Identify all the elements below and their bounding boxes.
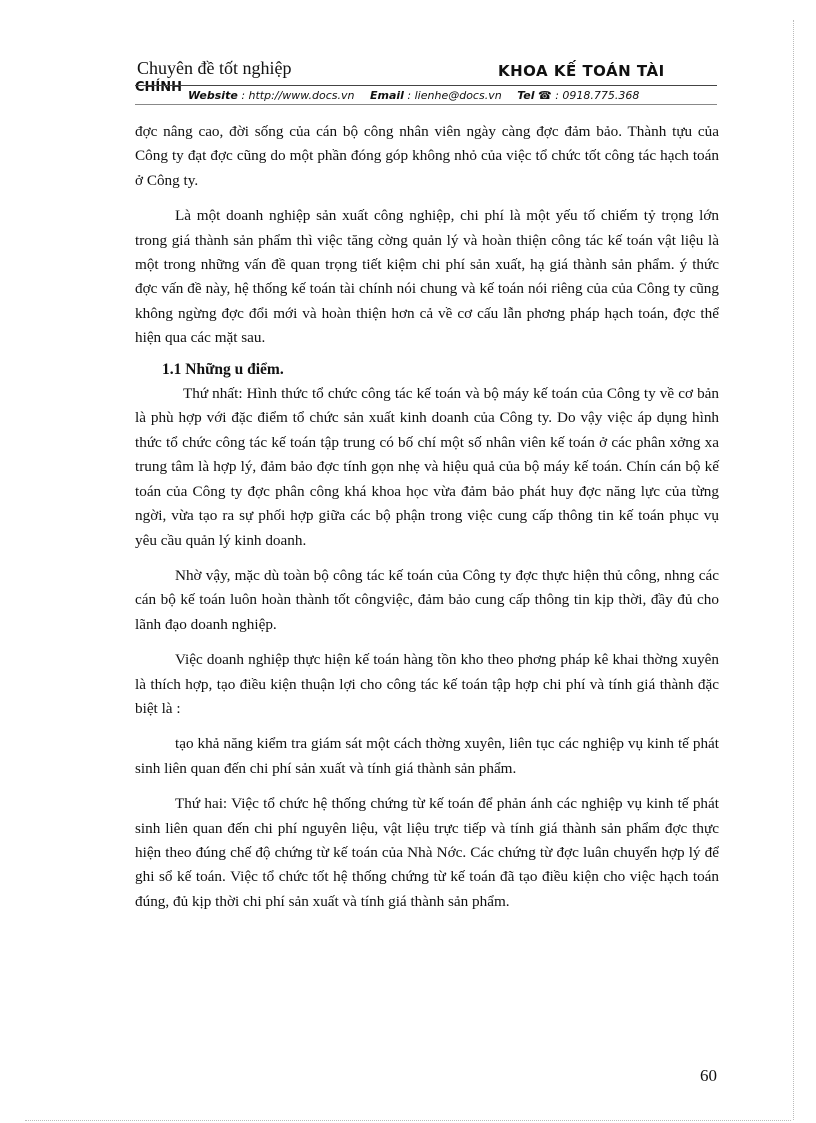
- paragraph: Việc doanh nghiệp thực hiện kế toán hàng tồn kho theo phơng pháp kê khai thờng xuyên là thích hợp, tạo điều kiện thuận lợi cho công tác kế toán tập hợp chi phí và tính giá thành đặc biệt là :: [135, 651, 719, 717]
- section-heading: 1.1 Những u điểm.: [162, 360, 284, 378]
- page-number: 60: [700, 1066, 717, 1085]
- website-label: Website: [188, 89, 238, 102]
- header-title-right-continued: CHÍNH: [135, 80, 183, 95]
- paragraph: Là một doanh nghiệp sản xuất công nghiệp, chi phí là một yếu tố chiếm tỷ trọng lớn trong giá thành sản phẩm thì việc tăng cờng quản lý và hoàn thiện công tác kế toán vật liệu là một trong những vấn đề quan trọng tiết kiệm chi phí sản xuất, hạ giá thành sản phẩm. ý thức đợc vấn đề này, hệ thống kế toán tài chính nói chung và kế toán nói riêng của của Công ty cũng không ngừng đợc đổi mới và hoàn thiện hơn cả về cơ cấu lẫn phơng pháp hạch toán, đợc thể hiện qua các mặt sau.: [135, 207, 719, 347]
- paragraph: Thứ hai: Việc tổ chức hệ thống chứng từ kế toán để phản ánh các nghiệp vụ kinh tế phát sinh liên quan đến chi phí nguyên liệu, vật liệu trực tiếp và tính giá thành sản phẩm đợc thực hiện theo đúng chế độ chứng từ kế toán của Nhà Nớc. Các chứng từ đợc luân chuyển hợp lý để ghi sổ kế toán. Việc tổ chức tốt hệ thống chứng từ kế toán đã tạo điều kiện cho việc hạch toán đúng, đủ kịp thời chi phí sản xuất và tính giá thành sản phẩm.: [135, 795, 719, 910]
- email-value: : lienhe@docs.vn: [407, 89, 502, 102]
- paragraph: tạo khả năng kiểm tra giám sát một cách thờng xuyên, liên tục các nghiệp vụ kinh tế phát sinh liên quan đến chi phí sản xuất và tính giá thành sản phẩm.: [135, 735, 719, 777]
- page-border-right: [793, 20, 794, 1120]
- paragraph: đợc nâng cao, đời sống của cán bộ công nhân viên ngày càng đợc đảm bảo. Thành tựu của Công ty đạt đợc cũng do một phần đóng góp không nhỏ của việc tổ chức tốt công tác hạch toán ở Công ty.: [135, 123, 719, 189]
- paragraph: Thứ nhất: Hình thức tổ chức công tác kế toán và bộ máy kế toán của Công ty về cơ bản là phù hợp với đặc điểm tổ chức sản xuất kinh doanh của Công ty. Do vậy việc áp dụng hình thức tổ chức công tác kế toán tập trung có bố chí một số nhân viên kế toán ở các phân xởng xa trung tâm là hợp lý, đảm bảo đợc tính gọn nhẹ và hiệu quả của bộ máy kế toán. Chín cán bộ kế toán của Công ty đợc phân công khá khoa học vừa đảm bảo phát huy đợc năng lực của từng ngời, vừa tạo ra sự phối hợp giữa các bộ phận trong việc cung cấp thông tin kế toán phục vụ yêu cầu quản lý kinh doanh.: [135, 385, 719, 549]
- header-title-right: KHOA KẾ TOÁN TÀI: [498, 62, 665, 80]
- document-body: [135, 120, 719, 914]
- email-label: Email: [369, 89, 404, 102]
- header-title-left: Chuyên đề tốt nghiệp: [137, 58, 292, 78]
- paragraph: Nhờ vậy, mặc dù toàn bộ công tác kế toán của Công ty đợc thực hiện thủ công, nhng các cán bộ kế toán luôn hoàn thành tốt côngviệc, đảm bảo cung cấp thông tin kịp thời, đầy đủ cho lãnh đạo doanh nghiệp.: [135, 566, 719, 633]
- header-divider-bottom: [135, 104, 717, 105]
- page-border-bottom: [25, 1120, 791, 1121]
- website-value: : http://www.docs.vn: [241, 89, 355, 102]
- tel-label: Tel: [517, 89, 535, 102]
- contact-line: [188, 89, 639, 102]
- tel-value: : 0918.775.368: [555, 89, 640, 102]
- phone-icon: ☎: [538, 89, 552, 102]
- header-divider: [135, 85, 717, 86]
